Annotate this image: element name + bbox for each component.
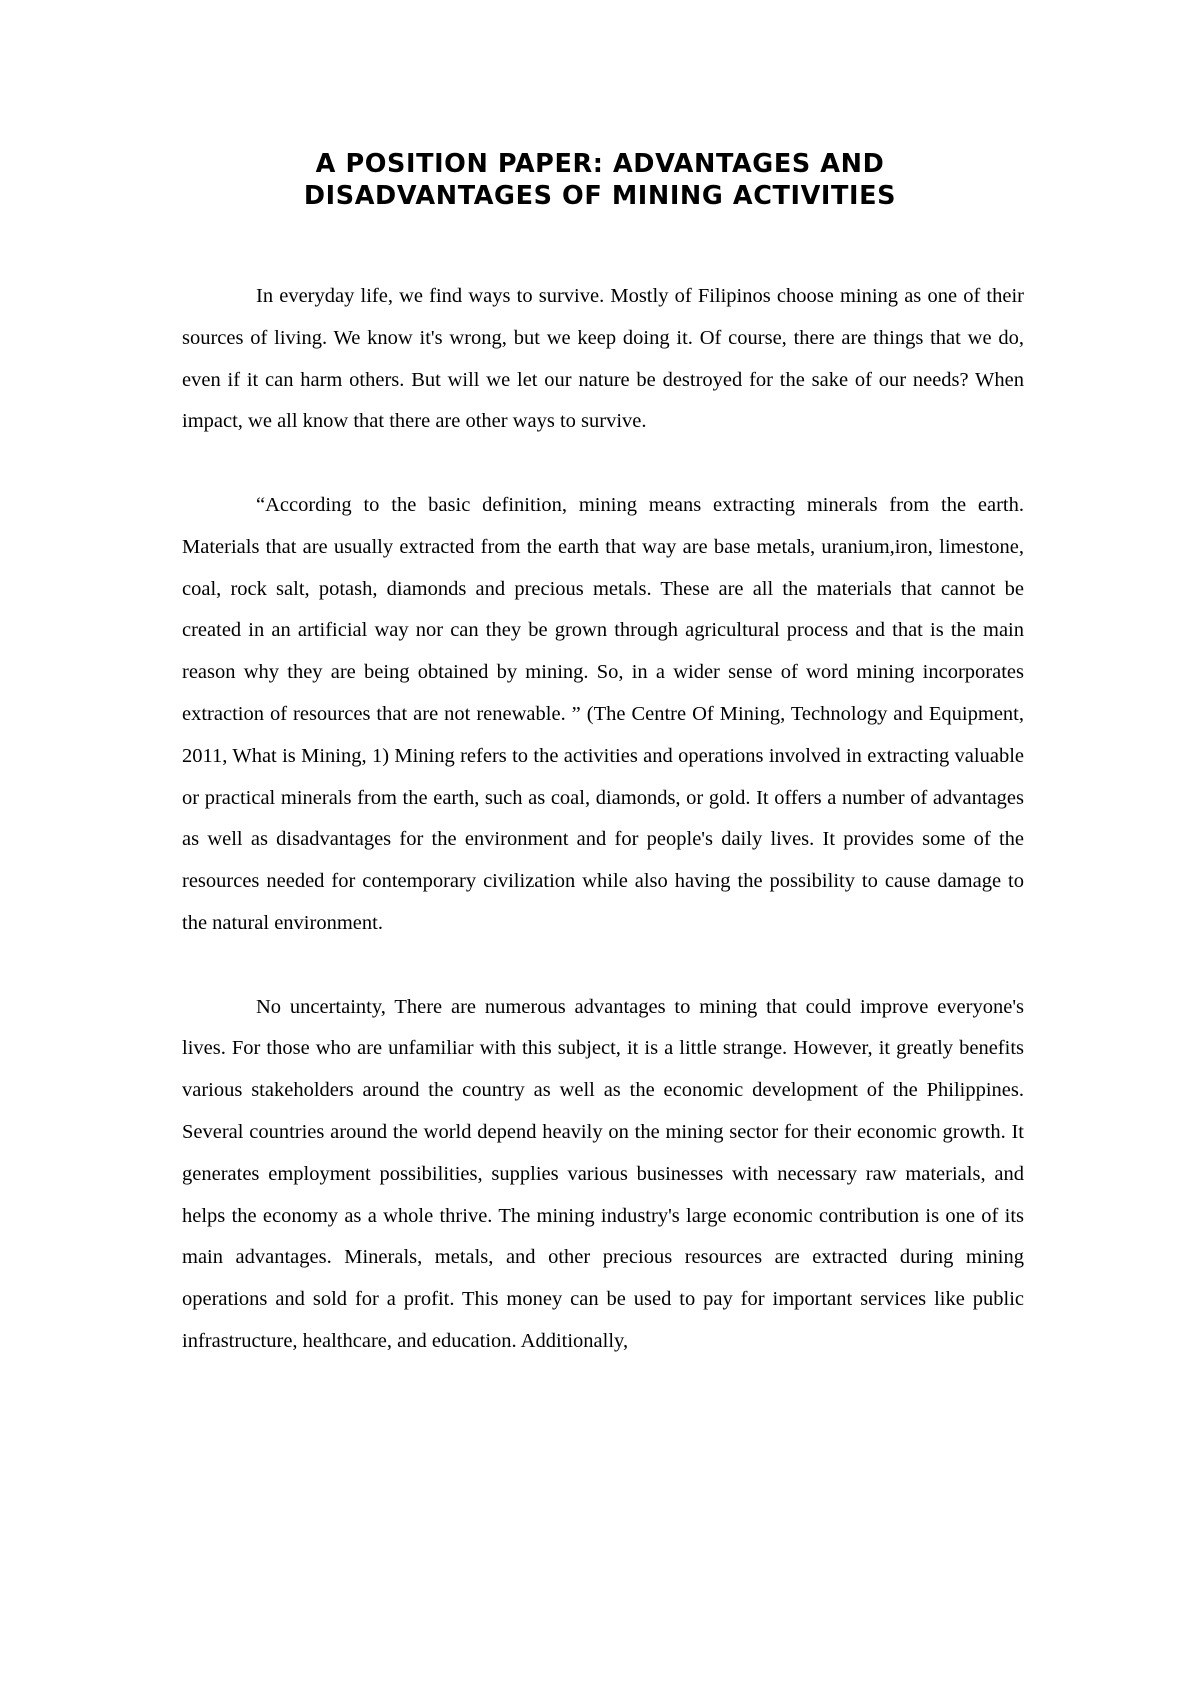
document-title xyxy=(180,148,1020,212)
title-line-1: A POSITION PAPER: ADVANTAGES AND xyxy=(315,149,885,179)
title-line-2: DISADVANTAGES OF MINING ACTIVITIES xyxy=(303,181,897,211)
paragraph-advantages: No uncertainty, There are numerous advantages to mining that could improve everyone's lives. For those who are unfamiliar with this subject, it is a little strange. However, it greatly benefits various stakeholders around the country as well as the economic development of the Philippines. Several countries around the world depend heavily on the mining sector for their economic growth. It generates employment possibilities, supplies various businesses with necessary raw materials, and helps the economy as a whole thrive. The mining industry's large economic contribution is one of its main advantages. Minerals, metals, and other precious resources are extracted during mining operations and sold for a profit. This money can be used to pay for important services like public infrastructure, healthcare, and education. Additionally, xyxy=(182,995,1024,1352)
document-body xyxy=(182,276,1024,1405)
paragraph-definition: “According to the basic definition, mining means extracting minerals from the earth. Materials that are usually extracted from the earth that way are base metals, uranium,iron, limestone, coal, rock salt, potash, diamonds and precious metals. These are all the materials that cannot be created in an artificial way nor can they be grown through agricultural process and that is the main reason why they are being obtained by mining. So, in a wider sense of word mining incorporates extraction of resources that are not renewable. ” (The Centre Of Mining, Technology and Equipment, 2011, What is Mining, 1) Mining refers to the activities and operations involved in extracting valuable or practical minerals from the earth, such as coal, diamonds, or gold. It offers a number of advantages as well as disadvantages for the environment and for people's daily lives. It provides some of the resources needed for contemporary civilization while also having the possibility to cause damage to the natural environment. xyxy=(182,493,1024,934)
paragraph-intro: In everyday life, we find ways to survive. Mostly of Filipinos choose mining as one of their sources of living. We know it's wrong, but we keep doing it. Of course, there are things that we do, even if it can harm others. But will we let our nature be destroyed for the sake of our needs? When impact, we all know that there are other ways to survive. xyxy=(182,285,1024,433)
